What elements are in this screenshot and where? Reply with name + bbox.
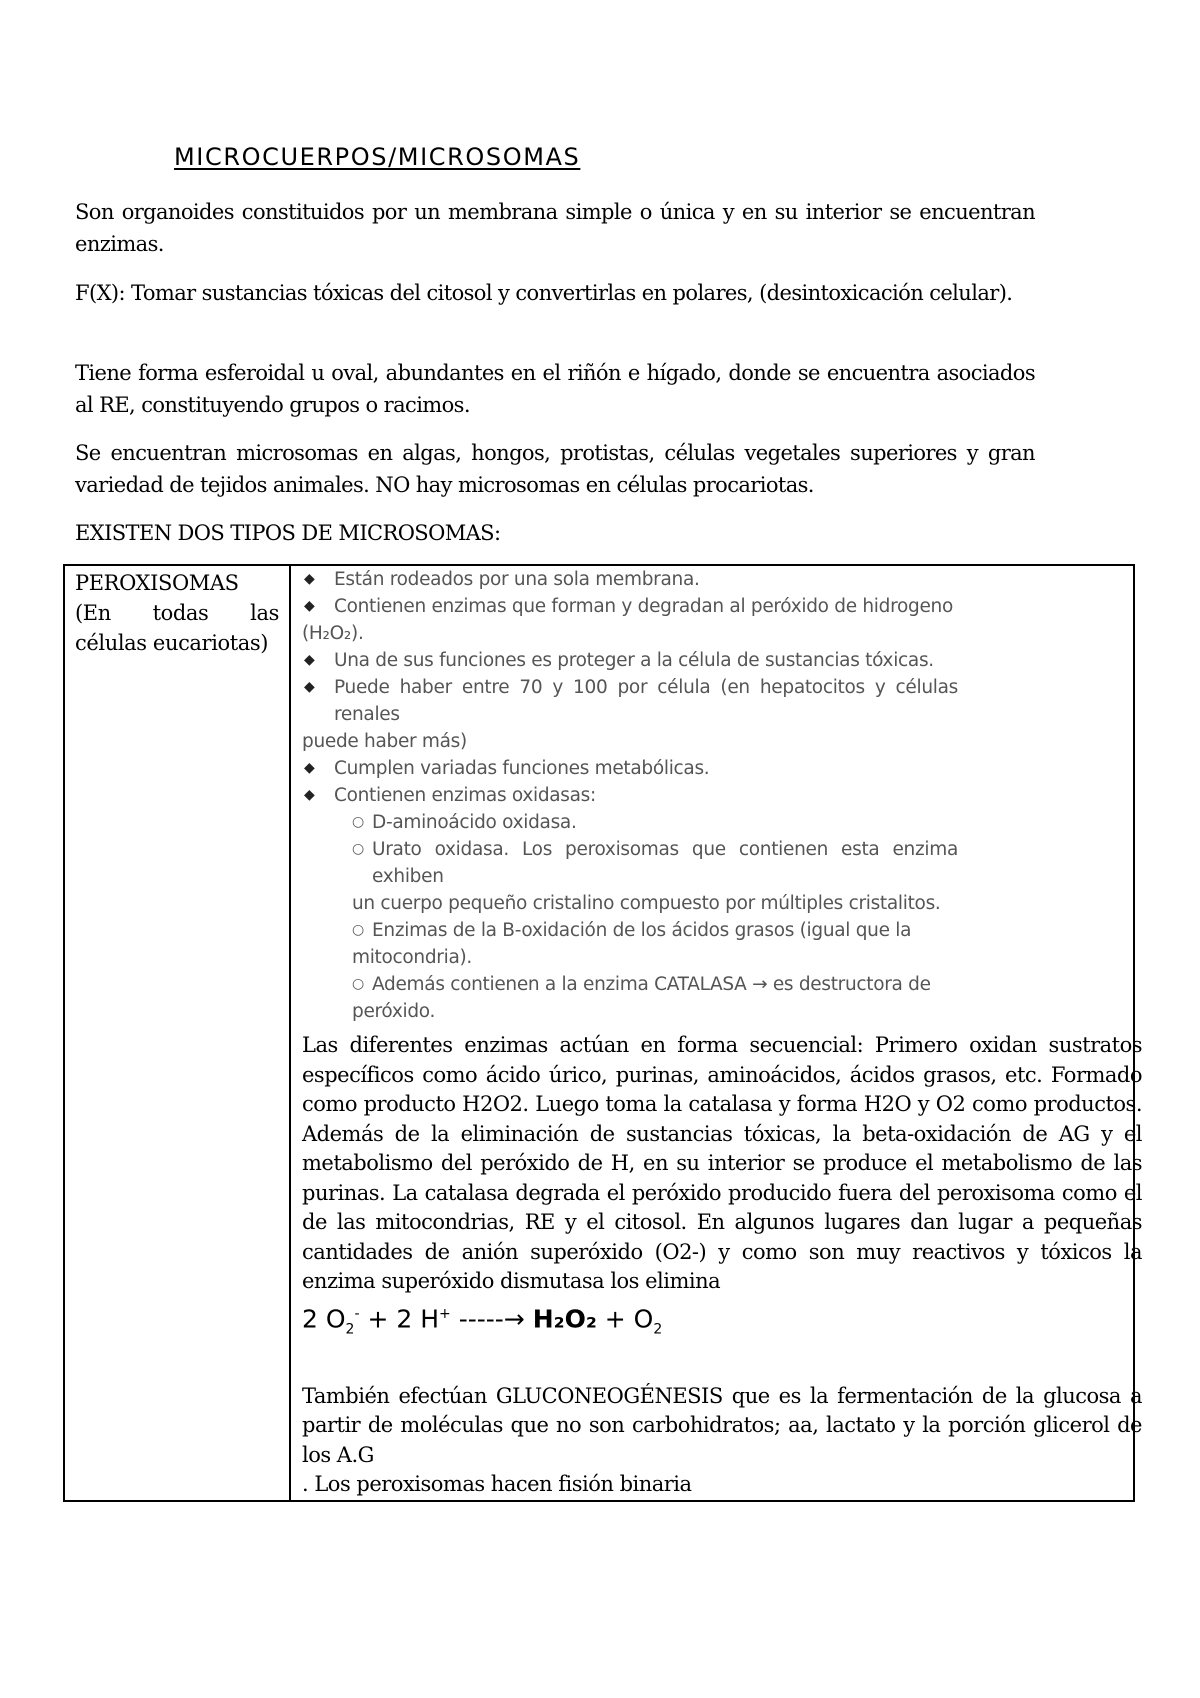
list-item-continuation: (H₂O₂). (302, 623, 364, 644)
circle-bullet-icon: ○ (352, 976, 364, 992)
types-heading: EXISTEN DOS TIPOS DE MICROSOMAS: (75, 521, 501, 545)
list-item: ◆ Puede haber entre 70 y 100 por célula (en hepatocitos y células renales (302, 674, 958, 728)
shape-paragraph: Tiene forma esferoidal u oval, abundantes en el riñón e hígado, donde se encuentra asociados al RE, constituyendo grupos o racimos. (75, 361, 1035, 417)
pin-bullet-icon: ◆ (304, 679, 315, 695)
list-item: ◆ Una de sus funciones es proteger a la célula de sustancias tóxicas. (302, 647, 958, 674)
type-scope: (En todas las células eucariotas) (75, 601, 279, 655)
pin-bullet-icon: ◆ (304, 787, 315, 803)
sequential-enzymes-text: Las diferentes enzimas actúan en forma secuencial: Primero oxidan sustratos específicos como ácido úrico, purinas, aminoácidos, ácidos grasos, etc. Formado como producto H2O2. Luego toma la catalasa y forma H2O y O2 como productos. Además de la eliminación de sustancias tóxicas, la beta-oxidación de AG y el metabolismo del peróxido de H, en su interior se produce el metabolismo de las purinas. La catalasa degrada el peróxido producido fuera del peroxisoma como el de las mitocondrias, RE y el citosol. En algunos lugares dan lugar a pequeñas cantidades de anión superóxido (O2-) y como son muy reactivos y tóxicos la enzima superóxido dismutasa los elimina (302, 1033, 1142, 1293)
circle-bullet-icon: ○ (352, 814, 364, 830)
pin-bullet-icon: ◆ (304, 652, 315, 668)
type-name: PEROXISOMAS (75, 571, 239, 595)
sub-list-continuation: peróxido. (352, 1001, 436, 1022)
sub-list-item: ○ Además contienen a la enzima CATALASA → es destructora de (302, 971, 958, 998)
gluconeogenesis-text: También efectúan GLUCONEOGÉNESIS que es la fermentación de la glucosa a partir de moléculas que no son carbohidratos; aa, lactato y la porción glicerol de los A.G (302, 1383, 1142, 1467)
content-cell (290, 565, 1142, 1501)
pin-bullet-icon: ◆ (304, 598, 315, 614)
superoxide-equation: 2 $O_2^- + 2$ H+ -----→ $H_2O_2 + O_2$ (302, 1303, 663, 1337)
table-row (64, 565, 1134, 1501)
distribution-paragraph: Se encuentran microsomas en algas, hongos, protistas, células vegetales superiores y gran variedad de tejidos animales. NO hay microsomas en células procariotas. (75, 441, 1035, 497)
sub-list-continuation: mitocondria). (352, 947, 472, 968)
definition-paragraph: Son organoides constituidos por un membrana simple o única y en su interior se encuentran enzimas. (75, 200, 1035, 256)
function-paragraph: F(X): Tomar sustancias tóxicas del citosol y convertirlas en polares, (desintoxicación celular). (75, 281, 1013, 305)
sub-list-item: ○ D-aminoácido oxidasa. (302, 809, 958, 836)
list-item: ◆ Contienen enzimas oxidasas: (302, 782, 958, 809)
sub-list-item: ○ Enzimas de la B-oxidación de los ácidos grasos (igual que la (302, 917, 958, 944)
sub-list-item: ○ Urato oxidasa. Los peroxisomas que contienen esta enzima exhiben (302, 836, 958, 890)
pasted-bullet-list (302, 566, 958, 1025)
pin-bullet-icon: ◆ (304, 571, 315, 587)
type-cell (64, 565, 290, 1501)
list-item-continuation: puede haber más) (302, 731, 467, 752)
page-title: MICROCUERPOS/MICROSOMAS (174, 143, 581, 171)
pin-bullet-icon: ◆ (304, 760, 315, 776)
list-item: ◆ Están rodeados por una sola membrana. (302, 566, 958, 593)
list-item: ◆ Cumplen variadas funciones metabólicas. (302, 755, 958, 782)
circle-bullet-icon: ○ (352, 922, 364, 938)
circle-bullet-icon: ○ (352, 841, 364, 857)
list-item: ◆ Contienen enzimas que forman y degradan al peróxido de hidrogeno (302, 593, 958, 620)
sub-list-continuation: un cuerpo pequeño cristalino compuesto por múltiples cristalitos. (352, 893, 941, 914)
microsome-types-table (63, 564, 1142, 1502)
binary-fission-text: . Los peroxisomas hacen fisión binaria (302, 1472, 692, 1497)
